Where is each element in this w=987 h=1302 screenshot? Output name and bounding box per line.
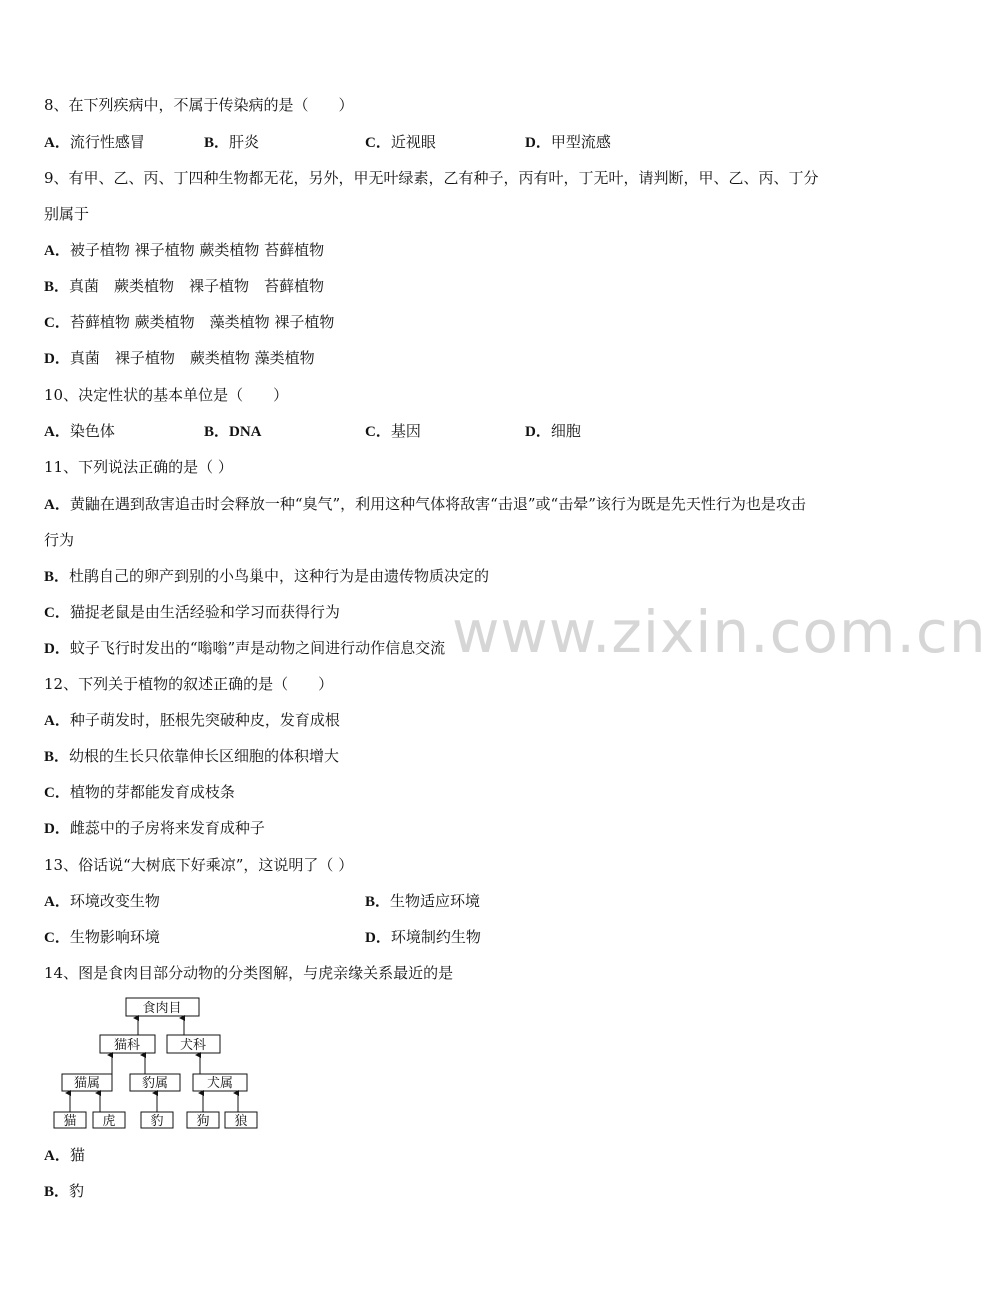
q11-option-b[interactable]: B．杜鹃自己的卵产到别的小鸟巢中，这种行为是由遗传物质决定的: [44, 567, 490, 585]
label-genus-leopard: 豹属: [141, 1076, 169, 1091]
q12-option-b[interactable]: B．幼根的生长只依靠伸长区细胞的体积增大: [44, 747, 340, 765]
q13-option-d[interactable]: D．环境制约生物: [365, 928, 481, 946]
classification-diagram: [50, 994, 262, 1130]
q10-option-d[interactable]: D．细胞: [525, 422, 581, 440]
q14-option-b[interactable]: B．豹: [44, 1182, 85, 1200]
label-species-cat: 猫: [63, 1114, 77, 1129]
q8-option-d[interactable]: D．甲型流感: [525, 133, 611, 151]
label-species-leopard: 豹: [150, 1114, 164, 1129]
q12-option-d[interactable]: D．雌蕊中的子房将来发育成种子: [44, 819, 265, 837]
label-family-cat: 猫科: [113, 1038, 141, 1053]
question-14-stem: 14、图是食肉目部分动物的分类图解，与虎亲缘关系最近的是: [44, 964, 454, 982]
watermark: www.zixin.com.cn: [452, 598, 987, 666]
question-9-stem-cont: 别属于: [44, 205, 90, 223]
q11-option-d[interactable]: D．蚊子飞行时发出的“嗡嗡”声是动物之间进行动作信息交流: [44, 639, 446, 657]
q13-option-a[interactable]: A．环境改变生物: [44, 892, 160, 910]
q8-option-a[interactable]: A．流行性感冒: [44, 133, 145, 151]
label-species-tiger: 虎: [102, 1114, 116, 1129]
q10-option-a[interactable]: A．染色体: [44, 422, 115, 440]
q9-option-a[interactable]: A．被子植物 裸子植物 蕨类植物 苔藓植物: [44, 241, 325, 259]
q12-option-a[interactable]: A．种子萌发时，胚根先突破种皮，发育成根: [44, 711, 340, 729]
question-13-stem: 13、俗话说“大树底下好乘凉”，这说明了（ ）: [44, 856, 354, 874]
q13-option-b[interactable]: B．生物适应环境: [365, 892, 481, 910]
q9-option-c[interactable]: C．苔藓植物 蕨类植物 藻类植物 裸子植物: [44, 313, 335, 331]
label-family-dog: 犬科: [179, 1038, 207, 1053]
q10-option-b[interactable]: B．DNA: [204, 424, 262, 440]
q11-option-c[interactable]: C．猫捉老鼠是由生活经验和学习而获得行为: [44, 603, 340, 621]
question-8-stem: 8、在下列疾病中，不属于传染病的是（ ）: [44, 96, 354, 114]
q11-option-a-cont: 行为: [44, 531, 75, 549]
label-species-dog: 狗: [196, 1114, 210, 1129]
question-10-stem: 10、决定性状的基本单位是（ ）: [44, 386, 289, 404]
question-12-stem: 12、下列关于植物的叙述正确的是（ ）: [44, 675, 334, 693]
q14-option-a[interactable]: A．猫: [44, 1146, 85, 1164]
question-9-stem: 9、有甲、乙、丙、丁四种生物都无花，另外，甲无叶绿素，乙有种子，丙有叶，丁无叶，请判断，甲、乙、丙、丁分: [44, 169, 819, 187]
q11-option-a[interactable]: A．黄鼬在遇到敌害追击时会释放一种“臭气”，利用这种气体将敌害“击退”或“击晕”该行为既是先天性行为也是攻击: [44, 495, 806, 513]
label-genus-cat: 猫属: [73, 1076, 101, 1091]
q8-option-b[interactable]: B．肝炎: [204, 133, 260, 151]
q10-option-c[interactable]: C．基因: [365, 422, 421, 440]
q9-option-b[interactable]: B．真菌 蕨类植物 裸子植物 苔藓植物: [44, 277, 325, 295]
label-species-wolf: 狼: [234, 1114, 248, 1129]
q8-option-c[interactable]: C．近视眼: [365, 133, 436, 151]
question-11-stem: 11、下列说法正确的是（ ）: [44, 458, 233, 476]
label-genus-dog: 犬属: [206, 1076, 234, 1091]
q12-option-c[interactable]: C．植物的芽都能发育成枝条: [44, 783, 235, 801]
q9-option-d[interactable]: D．真菌 裸子植物 蕨类植物 藻类植物: [44, 349, 315, 367]
label-order: 食肉目: [142, 1001, 182, 1016]
q13-option-c[interactable]: C．生物影响环境: [44, 928, 160, 946]
